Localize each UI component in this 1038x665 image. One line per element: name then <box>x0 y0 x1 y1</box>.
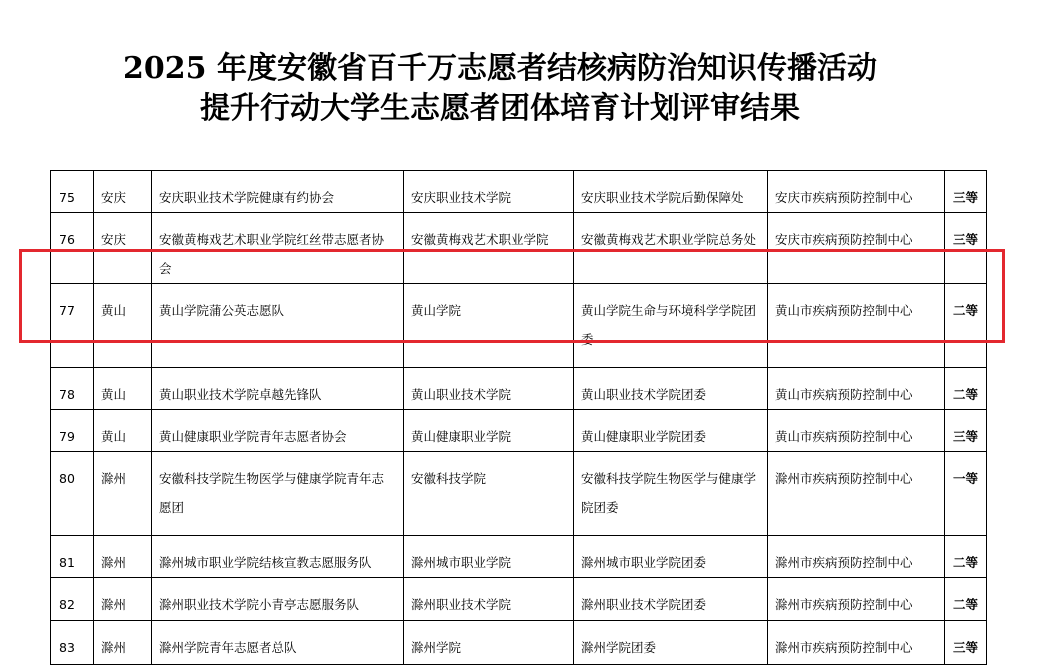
row-city: 黄山 <box>94 410 152 452</box>
row-number: 79 <box>51 410 94 452</box>
row-team-name: 安庆职业技术学院健康有约协会 <box>152 171 404 213</box>
row-grade: 三等 <box>945 171 987 213</box>
row-team-name: 滁州学院青年志愿者总队 <box>152 621 404 665</box>
row-team-name: 滁州城市职业学院结核宣教志愿服务队 <box>152 536 404 578</box>
row-team-name: 滁州职业技术学院小青亭志愿服务队 <box>152 578 404 621</box>
row-school: 滁州职业技术学院 <box>404 578 574 621</box>
row-team-name: 安徽科技学院生物医学与健康学院青年志愿团 <box>152 452 404 536</box>
row-guide-unit: 安庆市疾病预防控制中心 <box>768 171 945 213</box>
table-row <box>51 536 987 578</box>
table-row <box>51 578 987 621</box>
row-guide-unit: 黄山市疾病预防控制中心 <box>768 368 945 410</box>
row-city: 安庆 <box>94 171 152 213</box>
page-title-line-1: 2025 年度安徽省百千万志愿者结核病防治知识传播活动 <box>123 51 877 86</box>
table-row <box>51 410 987 452</box>
row-guide-unit: 滁州市疾病预防控制中心 <box>768 452 945 536</box>
row-guide-unit: 黄山市疾病预防控制中心 <box>768 284 945 368</box>
row-department: 黄山职业技术学院团委 <box>574 368 768 410</box>
row-department: 安徽科技学院生物医学与健康学院团委 <box>574 452 768 536</box>
row-city: 滁州 <box>94 578 152 621</box>
row-grade: 二等 <box>945 368 987 410</box>
row-city: 黄山 <box>94 368 152 410</box>
row-number: 82 <box>51 578 94 621</box>
row-number: 76 <box>51 213 94 284</box>
row-department: 黄山学院生命与环境科学学院团委 <box>574 284 768 368</box>
row-school: 黄山职业技术学院 <box>404 368 574 410</box>
row-city: 滁州 <box>94 536 152 578</box>
row-grade: 二等 <box>945 284 987 368</box>
row-city: 安庆 <box>94 213 152 284</box>
row-team-name: 黄山学院蒲公英志愿队 <box>152 284 404 368</box>
row-number: 75 <box>51 171 94 213</box>
row-number: 81 <box>51 536 94 578</box>
row-grade: 三等 <box>945 621 987 665</box>
row-number: 83 <box>51 621 94 665</box>
table-row <box>51 284 987 368</box>
row-team-name: 安徽黄梅戏艺术职业学院红丝带志愿者协会 <box>152 213 404 284</box>
table-row <box>51 452 987 536</box>
row-school: 安徽科技学院 <box>404 452 574 536</box>
row-team-name: 黄山职业技术学院卓越先锋队 <box>152 368 404 410</box>
row-guide-unit: 滁州市疾病预防控制中心 <box>768 621 945 665</box>
row-guide-unit: 滁州市疾病预防控制中心 <box>768 536 945 578</box>
row-guide-unit: 黄山市疾病预防控制中心 <box>768 410 945 452</box>
row-department: 滁州职业技术学院团委 <box>574 578 768 621</box>
table-row <box>51 213 987 284</box>
row-school: 滁州城市职业学院 <box>404 536 574 578</box>
row-team-name: 黄山健康职业学院青年志愿者协会 <box>152 410 404 452</box>
table-row <box>51 171 987 213</box>
row-number: 77 <box>51 284 94 368</box>
row-department: 黄山健康职业学院团委 <box>574 410 768 452</box>
row-grade: 三等 <box>945 410 987 452</box>
row-grade: 二等 <box>945 536 987 578</box>
row-city: 黄山 <box>94 284 152 368</box>
row-school: 黄山健康职业学院 <box>404 410 574 452</box>
row-city: 滁州 <box>94 621 152 665</box>
row-school: 滁州学院 <box>404 621 574 665</box>
row-department: 滁州城市职业学院团委 <box>574 536 768 578</box>
row-department: 安庆职业技术学院后勤保障处 <box>574 171 768 213</box>
row-grade: 一等 <box>945 452 987 536</box>
row-number: 78 <box>51 368 94 410</box>
table-row <box>51 621 987 665</box>
row-guide-unit: 安庆市疾病预防控制中心 <box>768 213 945 284</box>
row-grade: 二等 <box>945 578 987 621</box>
table-row <box>51 368 987 410</box>
row-school: 安庆职业技术学院 <box>404 171 574 213</box>
row-school: 安徽黄梅戏艺术职业学院 <box>404 213 574 284</box>
row-grade: 三等 <box>945 213 987 284</box>
page-title-line-2: 提升行动大学生志愿者团体培育计划评审结果 <box>200 91 800 126</box>
results-table <box>50 170 987 665</box>
row-school: 黄山学院 <box>404 284 574 368</box>
row-guide-unit: 滁州市疾病预防控制中心 <box>768 578 945 621</box>
row-department: 安徽黄梅戏艺术职业学院总务处 <box>574 213 768 284</box>
row-number: 80 <box>51 452 94 536</box>
row-city: 滁州 <box>94 452 152 536</box>
row-department: 滁州学院团委 <box>574 621 768 665</box>
